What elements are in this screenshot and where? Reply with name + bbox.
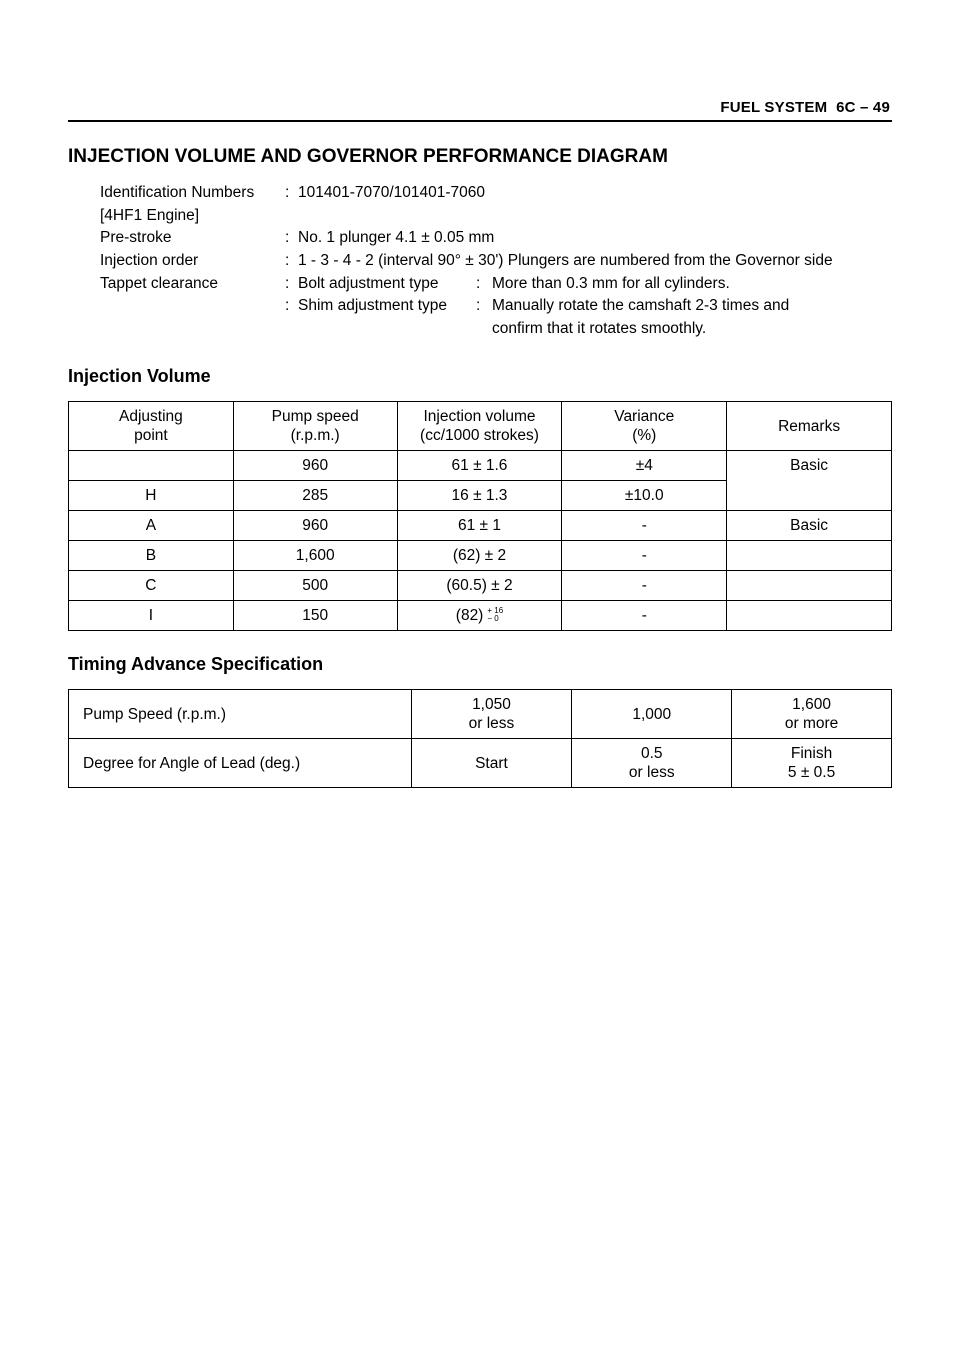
spec-shim-value-2: confirm that it rotates smoothly.	[492, 320, 707, 338]
spec-bolt-type: Bolt adjustment type	[298, 274, 439, 292]
spec-colon: :	[476, 274, 481, 292]
spec-colon: :	[285, 297, 290, 315]
cell-point: A	[69, 511, 234, 541]
cell-degree-2: 0.5 or less	[572, 739, 732, 788]
cell-degree-1: Start	[411, 739, 572, 788]
spec-colon: :	[285, 229, 290, 247]
spec-order-value: 1 - 3 - 4 - 2 (interval 90° ± 30') Plungers are numbered from the Governor side	[298, 252, 833, 270]
col-variance: Variance (%)	[562, 402, 727, 451]
header-rule	[68, 120, 892, 122]
spec-prestroke-label: Pre-stroke	[100, 229, 172, 247]
cell-speed-1: 1,050 or less	[411, 690, 572, 739]
cell-speed-2: 1,000	[572, 690, 732, 739]
spec-colon: :	[476, 297, 481, 315]
spec-colon: :	[285, 274, 290, 292]
cell-variance: -	[562, 541, 727, 571]
cell-speed: 285	[233, 481, 397, 511]
spec-shim-value-1: Manually rotate the camshaft 2-3 times and	[492, 297, 790, 315]
table-row	[69, 739, 892, 788]
cell-volume: 61 ± 1	[397, 511, 562, 541]
cell-volume: 61 ± 1.6	[397, 451, 562, 481]
injection-volume-table	[68, 401, 892, 631]
cell-variance: -	[562, 601, 727, 631]
spec-id-value: 101401-7070/101401-7060	[298, 184, 486, 201]
table-row	[69, 451, 892, 481]
cell-point: B	[69, 541, 234, 571]
cell-variance: -	[562, 571, 727, 601]
tolerance-minus: − 0	[487, 614, 499, 624]
cell-variance: ±4	[562, 451, 727, 481]
cell-speed: 960	[233, 511, 397, 541]
spec-engine-label: [4HF1 Engine]	[100, 206, 200, 224]
col-adjusting-point: Adjusting point	[69, 402, 234, 451]
volume-tolerance	[487, 607, 503, 623]
table-row	[69, 690, 892, 739]
col-pump-speed: Pump speed (r.p.m.)	[233, 402, 397, 451]
table-row	[69, 541, 892, 571]
page-title: INJECTION VOLUME AND GOVERNOR PERFORMANCE DIAGRAM	[68, 146, 668, 167]
timing-advance-title: Timing Advance Specification	[68, 654, 324, 674]
col-remarks: Remarks	[727, 402, 892, 451]
cell-remarks: Basic	[727, 451, 892, 511]
spec-colon: :	[285, 184, 290, 201]
cell-remarks	[727, 571, 892, 601]
cell-speed: 500	[233, 571, 397, 601]
injection-volume-title: Injection Volume	[68, 366, 211, 386]
spec-order-label: Injection order	[100, 252, 199, 270]
degree-label: Degree for Angle of Lead (deg.)	[69, 739, 412, 788]
cell-variance: -	[562, 511, 727, 541]
tolerance-plus: + 16	[487, 606, 504, 616]
cell-volume	[397, 601, 562, 631]
cell-point	[69, 451, 234, 481]
cell-point: C	[69, 571, 234, 601]
table-row	[69, 571, 892, 601]
cell-speed: 150	[233, 601, 397, 631]
cell-point: I	[69, 601, 234, 631]
spec-colon: :	[285, 252, 290, 270]
cell-volume: (60.5) ± 2	[397, 571, 562, 601]
cell-degree-3: Finish 5 ± 0.5	[732, 739, 892, 788]
cell-speed: 1,600	[233, 541, 397, 571]
cell-speed-3: 1,600 or more	[732, 690, 892, 739]
cell-volume: 16 ± 1.3	[397, 481, 562, 511]
spec-prestroke-value: No. 1 plunger 4.1 ± 0.05 mm	[298, 229, 495, 247]
cell-variance: ±10.0	[562, 481, 727, 511]
volume-value: (82)	[455, 606, 484, 624]
col-injection-volume: Injection volume (cc/1000 strokes)	[397, 402, 562, 451]
spec-id-label: Identification Numbers	[100, 184, 255, 201]
cell-remarks	[727, 601, 892, 631]
cell-remarks: Basic	[727, 511, 892, 541]
spec-bolt-value: More than 0.3 mm for all cylinders.	[492, 274, 730, 292]
pump-speed-label: Pump Speed (r.p.m.)	[69, 690, 412, 739]
header-section: FUEL SYSTEM	[720, 99, 828, 116]
cell-volume: (62) ± 2	[397, 541, 562, 571]
table-header-row	[69, 402, 892, 451]
cell-speed: 960	[233, 451, 397, 481]
spec-tappet-label: Tappet clearance	[100, 274, 219, 292]
timing-advance-table	[68, 689, 892, 788]
page-header	[720, 99, 890, 116]
header-page: 6C – 49	[836, 99, 890, 116]
table-row	[69, 601, 892, 631]
table-row	[69, 511, 892, 541]
cell-remarks	[727, 541, 892, 571]
spec-shim-type: Shim adjustment type	[298, 297, 448, 315]
cell-point: H	[69, 481, 234, 511]
